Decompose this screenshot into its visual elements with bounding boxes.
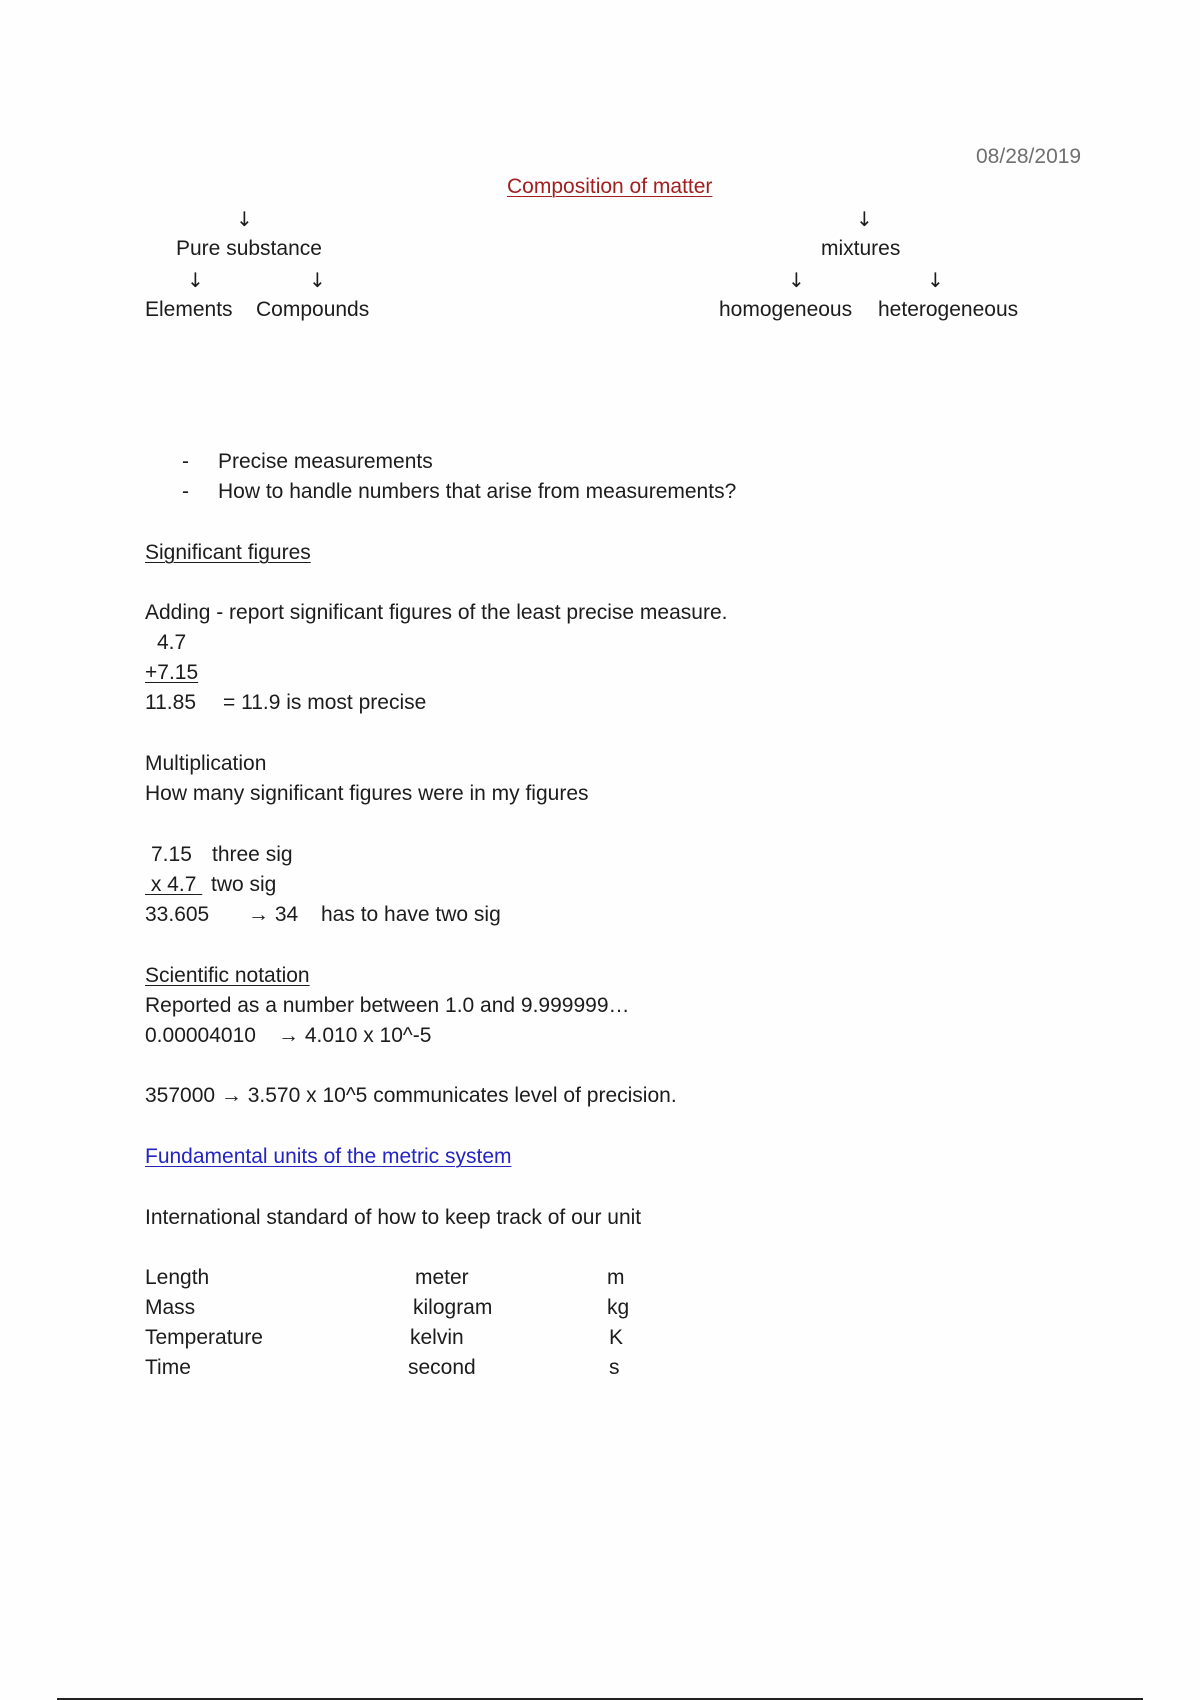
section-heading-scientific-notation: Scientific notation (145, 964, 310, 987)
sci-example-number: 0.00004010 (145, 1024, 256, 1047)
unit-name: kelvin (410, 1326, 464, 1349)
factor-note: three sig (212, 843, 293, 866)
bullet-item: How to handle numbers that arise from measurements? (218, 480, 737, 503)
tree-node-mixtures: mixtures (821, 237, 901, 260)
sum-result: = 11.9 is most precise (223, 691, 427, 714)
multiplication-question: How many significant figures were in my figures (145, 782, 589, 805)
adding-rule: Adding - report significant figures of the least precise measure. (145, 601, 728, 624)
arrow-down-icon: ↓ (309, 268, 326, 292)
section-heading-metric-units[interactable]: Fundamental units of the metric system (145, 1145, 512, 1168)
factor-value: x 4.7 (150, 873, 197, 896)
arrow-down-icon: ↓ (236, 207, 253, 231)
unit-symbol: s (609, 1356, 620, 1379)
section-heading-significant-figures: Significant figures (145, 541, 311, 564)
sum: 11.85 (145, 691, 196, 714)
sci-line: Reported as a number between 1.0 and 9.999999… (145, 994, 630, 1017)
addend: +7.15 (145, 661, 199, 684)
product-note: has to have two sig (321, 903, 501, 926)
multiplication-heading: Multiplication (145, 752, 267, 775)
unit-symbol: K (609, 1326, 624, 1349)
page-title: Composition of matter (507, 175, 713, 198)
factor-note: two sig (211, 873, 277, 896)
sci-example-result: → 4.010 x 10^-5 (278, 1024, 432, 1047)
unit-name: second (408, 1356, 476, 1379)
unit-symbol: kg (607, 1296, 630, 1319)
tree-node-compounds: Compounds (256, 298, 370, 321)
factor (145, 872, 202, 898)
product-result: → 34 (248, 903, 299, 926)
factor: 7.15 (151, 843, 192, 866)
units-intro: International standard of how to keep track of our unit (145, 1206, 642, 1229)
unit-quantity: Time (145, 1356, 191, 1379)
tree-node-elements: Elements (145, 298, 233, 321)
sci-example: 357000 → 3.570 x 10^5 communicates level of precision. (145, 1084, 677, 1107)
unit-name: kilogram (413, 1296, 493, 1319)
unit-name: meter (415, 1266, 469, 1289)
arrow-down-icon: ↓ (788, 268, 805, 292)
arrow-down-icon: ↓ (927, 268, 944, 292)
arrow-down-icon: ↓ (856, 207, 873, 231)
product: 33.605 (145, 903, 210, 926)
bullet-item: Precise measurements (218, 450, 433, 473)
date-stamp: 08/28/2019 (976, 145, 1082, 168)
unit-quantity: Temperature (145, 1326, 263, 1349)
arrow-down-icon: ↓ (187, 268, 204, 292)
bullet-marker: - (182, 450, 189, 473)
tree-node-heterogeneous: heterogeneous (878, 298, 1019, 321)
addend: 4.7 (157, 631, 187, 654)
unit-symbol: m (607, 1266, 625, 1289)
bullet-marker: - (182, 480, 189, 503)
unit-quantity: Mass (145, 1296, 196, 1319)
unit-quantity: Length (145, 1266, 210, 1289)
tree-node-pure-substance: Pure substance (176, 237, 322, 260)
tree-node-homogeneous: homogeneous (719, 298, 853, 321)
